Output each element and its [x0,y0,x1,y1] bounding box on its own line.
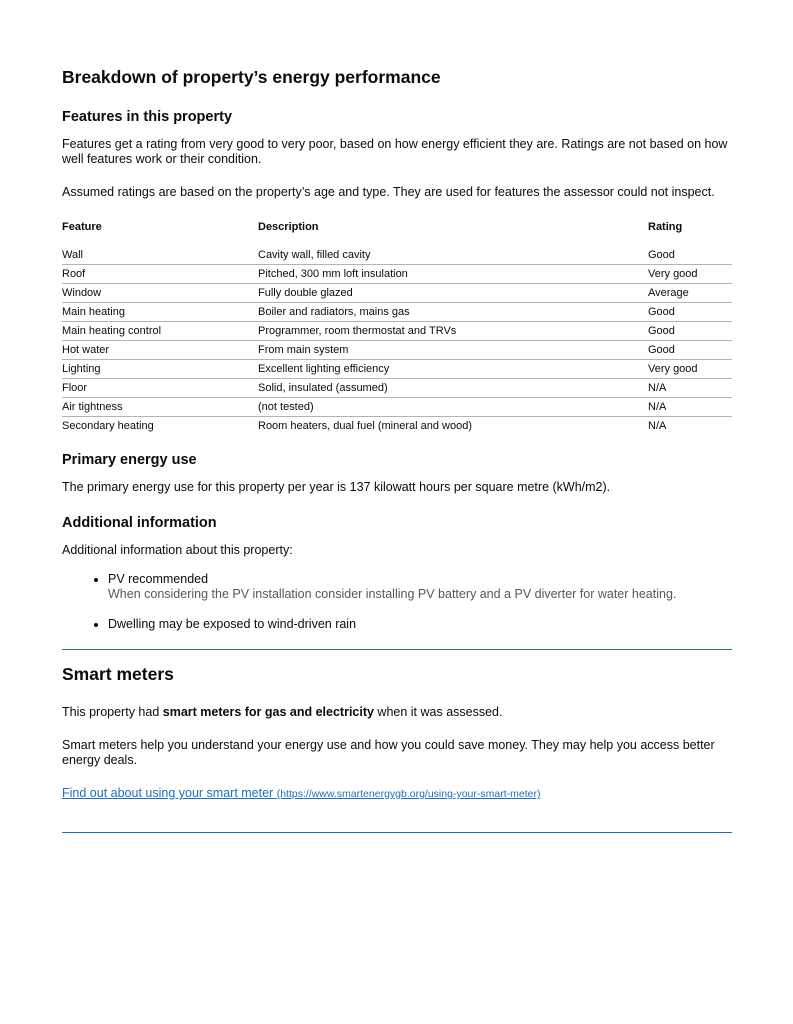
cell-description: Pitched, 300 mm loft insulation [258,265,648,284]
cell-rating: Very good [648,265,732,284]
list-item-label: Dwelling may be exposed to wind-driven rain [108,617,357,631]
additional-info-title: Additional information [62,515,217,531]
cell-rating: N/A [648,398,732,417]
cell-feature: Main heating control [62,322,258,341]
features-intro-1: Features get a rating from very good to very poor, based on how energy efficient they are. Ratings are not based on how well features work or their condition. [62,137,728,166]
section-divider [62,832,732,833]
section-divider [62,649,732,650]
cell-feature: Roof [62,265,258,284]
cell-description: Cavity wall, filled cavity [258,246,648,265]
features-table [62,220,732,435]
table-row [62,246,732,265]
table-row [62,303,732,322]
table-row [62,360,732,379]
cell-feature: Window [62,284,258,303]
list-item [108,617,732,632]
cell-rating: Good [648,246,732,265]
smart-meter-link-url: (https://www.smartenergygb.org/using-your-smart-meter) [276,788,541,800]
table-row [62,322,732,341]
cell-feature: Secondary heating [62,420,154,432]
smart-meters-text-before: This property had [62,705,163,719]
list-item-label: PV recommended [108,572,209,586]
cell-description: Programmer, room thermostat and TRVs [258,322,648,341]
smart-meters-help: Smart meters help you understand your energy use and how you could save money. They may help you access better energy deals. [62,738,715,767]
header-rating: Rating [648,221,683,233]
cell-description: Boiler and radiators, mains gas [258,303,648,322]
smart-meter-link[interactable] [62,786,540,800]
cell-rating: Very good [648,360,732,379]
header-description: Description [258,221,319,233]
table-row [62,417,732,436]
table-row [62,341,732,360]
cell-feature: Floor [62,379,258,398]
cell-rating: N/A [648,379,732,398]
cell-rating: Good [648,341,732,360]
cell-feature: Lighting [62,360,258,379]
table-row [62,398,732,417]
smart-meter-link-wrapper [62,786,732,802]
table-header-row [62,220,732,246]
smart-meter-link-text: Find out about using your smart meter [62,786,274,800]
cell-rating: N/A [648,420,667,432]
cell-description: From main system [258,341,648,360]
primary-energy-title: Primary energy use [62,452,197,468]
list-item [108,572,732,602]
cell-description: Solid, insulated (assumed) [258,379,648,398]
primary-energy-text: The primary energy use for this property per year is 137 kilowatt hours per square metre (kWh/m2). [62,480,611,494]
cell-description: Room heaters, dual fuel (mineral and wood) [258,420,473,432]
cell-rating: Good [648,322,732,341]
table-row [62,265,732,284]
list-item-hint: When considering the PV installation consider installing PV battery and a PV diverter for water heating. [108,587,677,601]
table-row [62,379,732,398]
smart-meters-title: Smart meters [62,664,174,684]
breakdown-title: Breakdown of property’s energy performance [62,67,441,87]
features-intro-2: Assumed ratings are based on the property’s age and type. They are used for features the assessor could not inspect. [62,185,715,199]
smart-meters-text-bold: smart meters for gas and electricity [162,705,374,719]
cell-rating: Good [648,303,732,322]
additional-info-list [62,572,732,632]
smart-meters-text-after: when it was assessed. [373,705,503,719]
cell-feature: Hot water [62,341,258,360]
features-title: Features in this property [62,109,233,125]
header-feature: Feature [62,221,102,233]
table-row [62,284,732,303]
cell-description: Excellent lighting efficiency [258,360,648,379]
cell-feature: Main heating [62,303,258,322]
smart-meters-status [62,705,732,720]
cell-description: (not tested) [258,398,648,417]
cell-feature: Air tightness [62,398,258,417]
cell-feature: Wall [62,246,258,265]
cell-description: Fully double glazed [258,284,648,303]
additional-info-intro: Additional information about this property: [62,543,293,557]
cell-rating: Average [648,284,732,303]
